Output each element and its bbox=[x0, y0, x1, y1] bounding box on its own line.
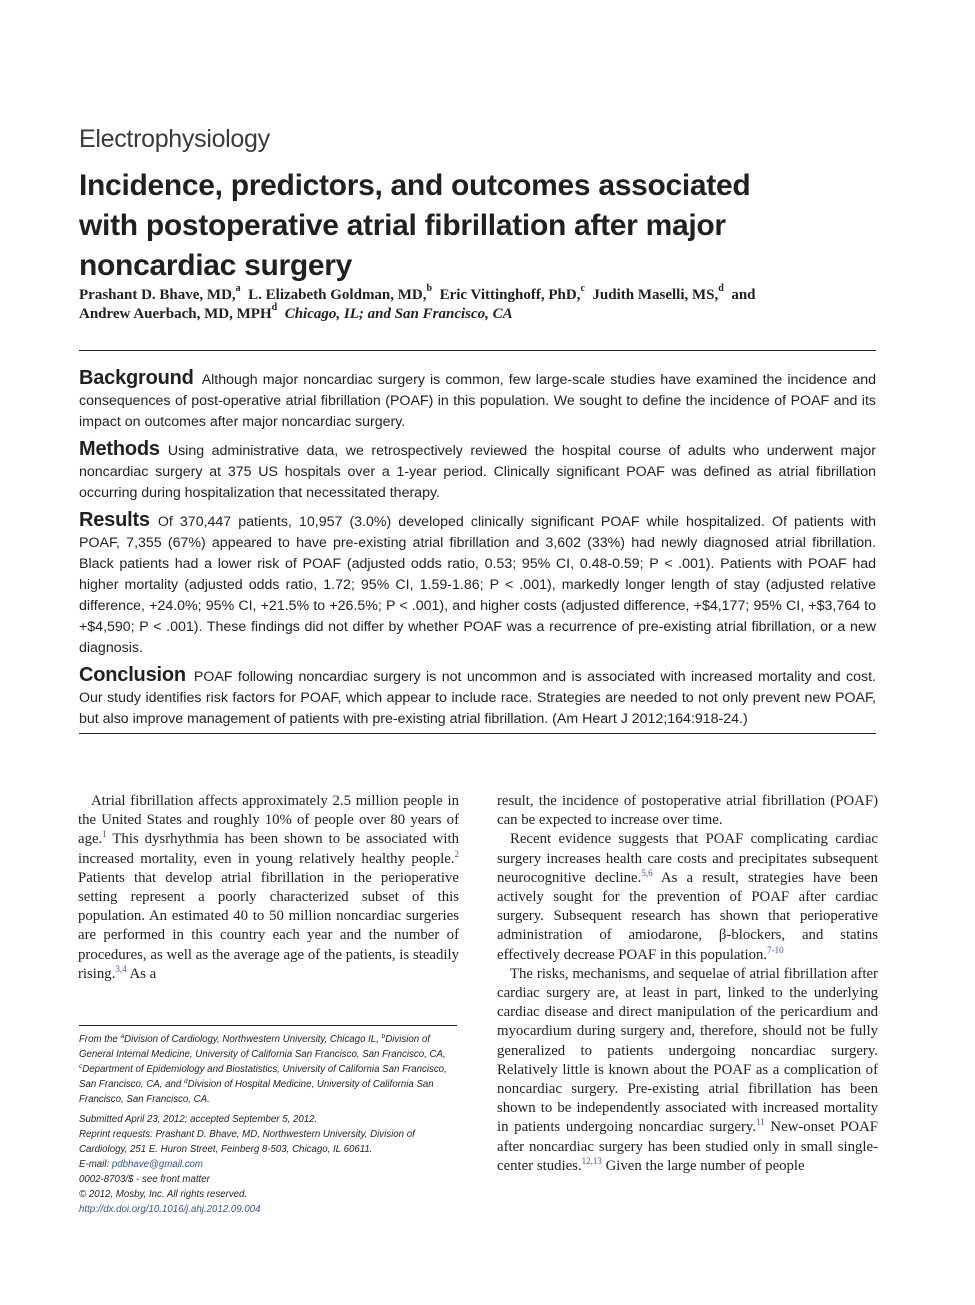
body-paragraph bbox=[497, 792, 878, 830]
reprint-requests: Reprint requests: Prashant D. Bhave, MD, Northwestern University, Division of Cardiology, 251 E. Huron Street, Feinberg 8-503, Chicago, IL 60611. bbox=[79, 1129, 415, 1155]
abstract-heading: Results bbox=[79, 509, 150, 531]
citation-link[interactable]: 7-10 bbox=[767, 944, 784, 955]
footnote-rule bbox=[79, 1025, 457, 1026]
author-conjunction: and bbox=[731, 287, 756, 303]
email-line: E-mail: pdbhave@gmail.com bbox=[79, 1159, 203, 1170]
affiliation-marker: d bbox=[718, 283, 724, 294]
author-locations: Chicago, IL; and San Francisco, CA bbox=[284, 306, 513, 322]
title-line: Incidence, predictors, and outcomes associated bbox=[79, 169, 751, 202]
footnotes bbox=[79, 1032, 461, 1217]
affiliation-marker: c bbox=[580, 283, 585, 294]
citation-link[interactable]: 11 bbox=[756, 1117, 765, 1128]
affiliation-marker: b bbox=[426, 283, 433, 294]
author-name: L. Elizabeth Goldman, MD, bbox=[248, 287, 427, 303]
affiliation-marker: d bbox=[271, 302, 278, 313]
body-text: result, the incidence of postoperative atrial fibrillation (POAF) can be expected to increase over time. bbox=[497, 793, 878, 829]
body-column-left bbox=[78, 792, 459, 984]
doi-link[interactable]: http://dx.doi.org/10.1016/j.ahj.2012.09.004 bbox=[79, 1204, 261, 1215]
body-text: Atrial fibrillation affects approximately 2.5 million people in the United States and roughly 10% of people over 80 years of age. bbox=[78, 793, 459, 848]
issn-line: 0002-8703/$ - see front matter bbox=[79, 1174, 210, 1185]
citation-link[interactable]: 2 bbox=[454, 848, 459, 859]
abstract-heading: Conclusion bbox=[79, 664, 186, 686]
affiliations-note: From the $^a$Division of Cardiology, Northwestern University, Chicago IL, $^b$Division of General Internal Medicine, University of California San Francisco, San Francisco, CA, $^c$Department of Epidemiology and Biostatistics, University of California San Francisco, San Francisco, CA, and $^d$Division of Hospital Medicine, University of California San Francisco, San Francisco, CA. bbox=[79, 1032, 447, 1105]
citation-link[interactable]: 12,13 bbox=[581, 1155, 602, 1166]
abstract-background bbox=[79, 368, 876, 433]
author-list bbox=[79, 283, 869, 324]
body-text: The risks, mechanisms, and sequelae of atrial fibrillation after cardiac surgery are, at least in part, linked to the underlying cardiac disease and direct manipulation of the pericardium and myocardium during surgery and, therefore, should not be fully generalized to patients undergoing noncardiac surgery. Relatively little is known about the POAF as a complication of noncardiac surgery. Pre-existing atrial fibrillation has been shown to be independently associated with increased mortality in patients undergoing noncardiac surgery. bbox=[497, 965, 878, 1136]
body-paragraph bbox=[497, 830, 878, 964]
citation-link[interactable]: 1 bbox=[102, 829, 107, 840]
abstract-text: Although major noncardiac surgery is common, few large-scale studies have examined the incidence and consequences of post-operative atrial fibrillation (POAF) in this population. We sought to define the incidence of POAF and its impact on outcomes after major noncardiac surgery. bbox=[79, 372, 876, 430]
body-text: As a result, strategies have been actively sought for the prevention of POAF after cardiac surgery. Subsequent research has shown that perioperative administration of amiodarone, β-blockers, and statins effectively decrease POAF in this population. bbox=[497, 869, 878, 963]
body-text: Recent evidence suggests that POAF complicating cardiac surgery increases health care costs and precipitates subsequent neurocognitive decline. bbox=[497, 831, 878, 886]
abstract-heading: Background bbox=[79, 367, 194, 389]
author-name: Eric Vittinghoff, PhD, bbox=[439, 287, 581, 303]
title-line: noncardiac surgery bbox=[79, 249, 353, 282]
email-link[interactable]: pdbhave@gmail.com bbox=[111, 1159, 203, 1170]
title-line: with postoperative atrial fibrillation after major bbox=[79, 209, 726, 242]
abstract-results bbox=[79, 510, 876, 659]
body-column-right bbox=[497, 792, 878, 1176]
body-text: Given the large number of people bbox=[601, 1157, 805, 1174]
author-name: Judith Maselli, MS, bbox=[592, 287, 719, 303]
body-text: New-onset POAF after noncardiac surgery has been studied only in small single-center studies. bbox=[497, 1119, 878, 1174]
article-title bbox=[79, 166, 859, 286]
abstract-conclusion bbox=[79, 665, 876, 730]
abstract-text: Of 370,447 patients, 10,957 (3.0%) developed clinically significant POAF while hospitalized. Of patients with POAF, 7,355 (67%) appeared to have pre-existing atrial fibrillation and 3,602 (33%) had newly diagnosed atrial fibrillation. Black patients had a lower risk of POAF (adjusted odds ratio, 0.53; 95% CI, 0.48-0.59; P < .001). Patients with POAF had higher mortality (adjusted odds ratio, 1.72; 95% CI, 1.59-1.86; P < .001), markedly longer length of stay (adjusted relative difference, +24.0%; 95% CI, +21.5% to +26.5%; P < .001), and higher costs (adjusted difference, +$4,177; 95% CI, +$3,764 to +$4,590; P < .001). These findings did not differ by whether POAF was a recurrence of pre-existing atrial fibrillation, or a new diagnosis. bbox=[79, 514, 876, 656]
abstract-methods bbox=[79, 439, 876, 504]
abstract-heading: Methods bbox=[79, 438, 160, 460]
affiliation-marker: a bbox=[235, 283, 241, 294]
section-label: Electrophysiology bbox=[79, 125, 270, 153]
body-paragraph bbox=[497, 965, 878, 1176]
abstract-text: Using administrative data, we retrospectively reviewed the hospital course of adults who underwent major noncardiac surgery at 375 US hospitals over a 1-year period. Clinically significant POAF was defined as atrial fibrillation occurring during hospitalization that necessitated therapy. bbox=[79, 443, 876, 501]
copyright-line: © 2012, Mosby, Inc. All rights reserved. bbox=[79, 1189, 248, 1200]
body-text: This dysrhythmia has been shown to be associated with increased mortality, even in young relatively healthy people. bbox=[78, 831, 459, 867]
abstract-text: POAF following noncardiac surgery is not uncommon and is associated with increased mortality and cost. Our study identifies risk factors for POAF, which appear to include race. Strategies are needed to not only prevent new POAF, but also improve management of patients with pre-existing atrial fibrillation. (Am Heart J 2012;164:918-24.) bbox=[79, 669, 876, 727]
citation-link[interactable]: 3,4 bbox=[115, 963, 127, 974]
submission-dates: Submitted April 23, 2012; accepted September 5, 2012. bbox=[79, 1114, 318, 1125]
citation-link[interactable]: 5,6 bbox=[641, 867, 653, 878]
author-name: Prashant D. Bhave, MD, bbox=[79, 287, 236, 303]
body-text: As a bbox=[126, 965, 157, 982]
body-paragraph bbox=[78, 792, 459, 984]
author-name: Andrew Auerbach, MD, MPH bbox=[79, 306, 272, 322]
abstract bbox=[79, 368, 876, 736]
body-text: Patients that develop atrial fibrillation in the perioperative setting represent a poorly characterized subset of this population. An estimated 40 to 50 million noncardiac surgeries are performed in this country each year and the number of procedures, as well as the average age of the patients, is steadily rising. bbox=[78, 869, 459, 982]
abstract-top-rule bbox=[79, 350, 876, 351]
abstract-bottom-rule bbox=[79, 733, 876, 734]
